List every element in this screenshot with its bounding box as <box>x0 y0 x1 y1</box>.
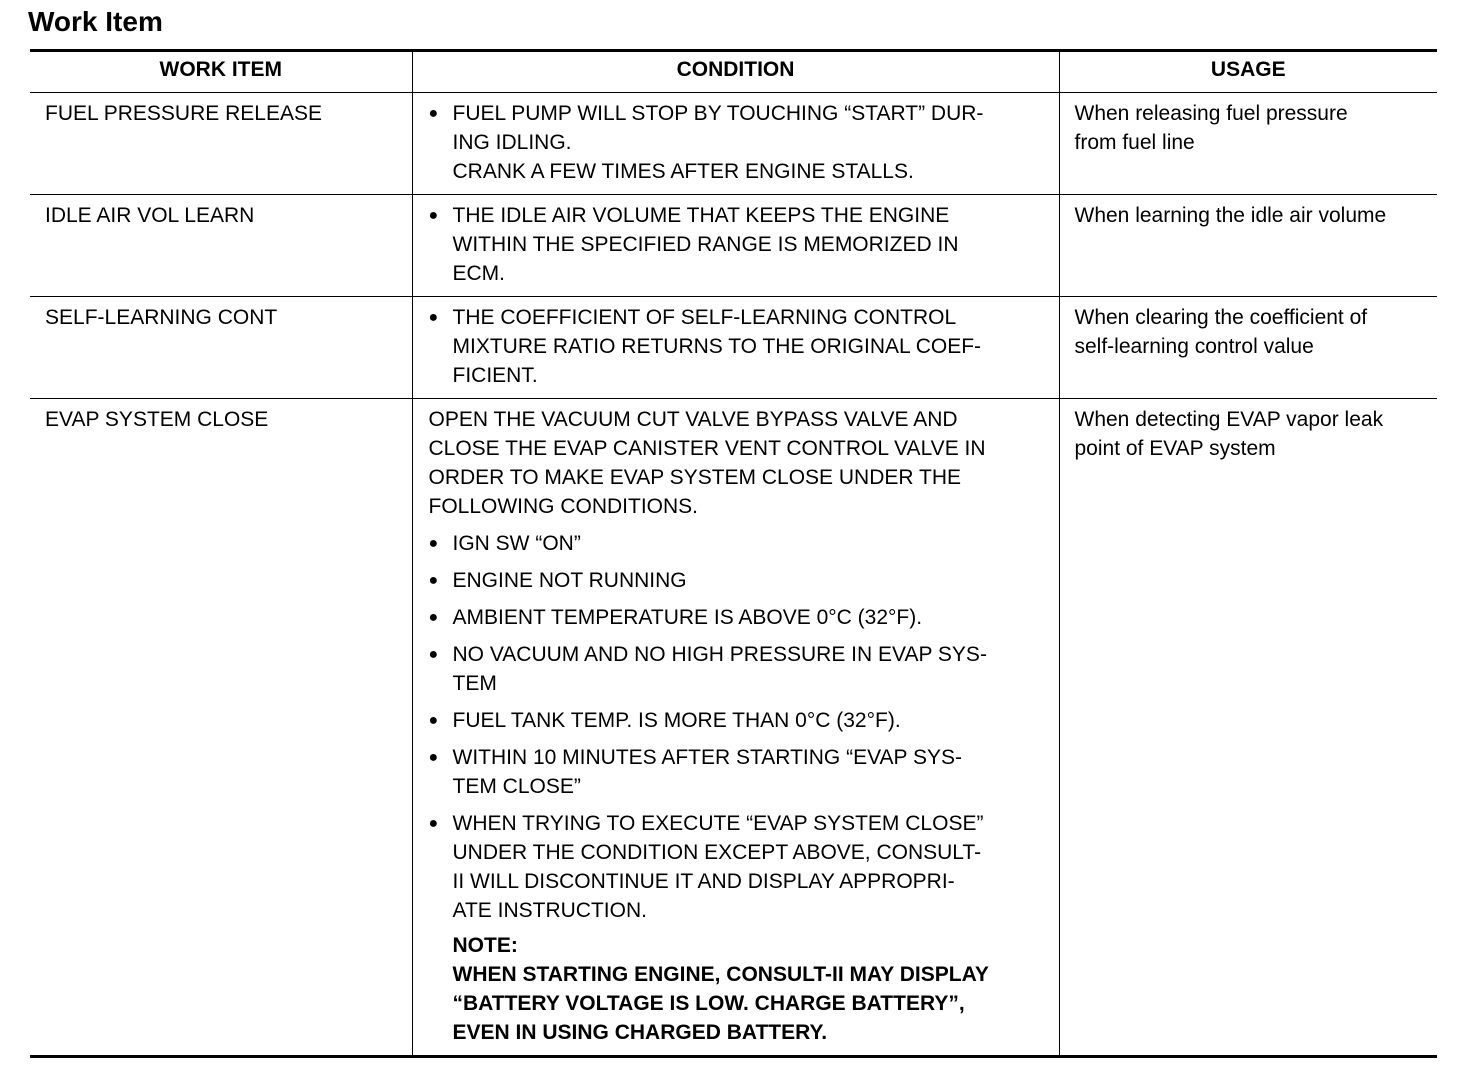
condition-bullet <box>429 529 1049 558</box>
bullet-icon: ● <box>428 309 439 326</box>
header-work-item: WORK ITEM <box>30 51 412 93</box>
condition-bullet <box>429 566 1049 595</box>
condition-bullet <box>429 99 1049 186</box>
condition-bullet <box>429 303 1049 390</box>
bullet-icon: ● <box>428 815 439 832</box>
condition-bullet <box>429 706 1049 735</box>
condition-bullet <box>429 640 1049 698</box>
bullet-icon: ● <box>428 535 439 552</box>
bullet-icon: ● <box>428 207 439 224</box>
work-item-cell: IDLE AIR VOL LEARN <box>30 195 412 297</box>
condition-intro: OPEN THE VACUUM CUT VALVE BYPASS VALVE AND CLOSE THE EVAP CANISTER VENT CONTROL VALVE IN ORDER TO MAKE EVAP SYSTEM CLOSE UNDER THE FOLLOWING CONDITIONS. <box>428 408 986 518</box>
bullet-text: WITHIN 10 MINUTES AFTER STARTING “EVAP SYS- TEM CLOSE” <box>452 746 963 798</box>
table-row <box>30 195 1437 297</box>
condition-bullet <box>429 201 1049 288</box>
condition-bullet <box>429 809 1049 925</box>
bullet-icon: ● <box>428 105 439 122</box>
usage-cell <box>1059 297 1437 399</box>
bullet-text: AMBIENT TEMPERATURE IS ABOVE 0°C (32°F). <box>452 606 923 629</box>
condition-bullet <box>429 743 1049 801</box>
condition-cell <box>412 93 1059 195</box>
usage-cell <box>1059 195 1437 297</box>
usage-text: When releasing fuel pressure from fuel line <box>1074 102 1348 154</box>
bullet-text: IGN SW “ON” <box>452 532 581 555</box>
bullet-text: ENGINE NOT RUNNING <box>452 569 687 592</box>
work-item-cell: FUEL PRESSURE RELEASE <box>30 93 412 195</box>
usage-cell <box>1059 93 1437 195</box>
bullet-icon: ● <box>428 572 439 589</box>
bullet-icon: ● <box>428 609 439 626</box>
note-block: NOTE: WHEN STARTING ENGINE, CONSULT-II MAY DISPLAY “BATTERY VOLTAGE IS LOW. CHARGE BATTERY”, EVEN IN USING CHARGED BATTERY. <box>452 934 989 1044</box>
work-item-cell: SELF-LEARNING CONT <box>30 297 412 399</box>
table-row <box>30 399 1437 1057</box>
usage-text: When clearing the coefficient of self-learning control value <box>1074 306 1368 358</box>
condition-cell <box>412 195 1059 297</box>
table-row <box>30 297 1437 399</box>
condition-cell <box>412 297 1059 399</box>
bullet-icon: ● <box>428 646 439 663</box>
bullet-text: FUEL PUMP WILL STOP BY TOUCHING “START” DUR- ING IDLING. CRANK A FEW TIMES AFTER ENGINE STALLS. <box>452 102 984 183</box>
work-item-cell: EVAP SYSTEM CLOSE <box>45 408 269 431</box>
section-title: Work Item <box>28 6 163 37</box>
bullet-text: THE COEFFICIENT OF SELF-LEARNING CONTROL MIXTURE RATIO RETURNS TO THE ORIGINAL COEF- FICIENT. <box>452 306 982 387</box>
table-header-row <box>30 51 1437 93</box>
usage-cell <box>1059 399 1437 1057</box>
condition-bullet <box>429 603 1049 632</box>
bullet-icon: ● <box>428 712 439 729</box>
header-usage: USAGE <box>1059 51 1437 93</box>
bullet-text: NO VACUUM AND NO HIGH PRESSURE IN EVAP SYS- TEM <box>452 643 987 695</box>
header-condition: CONDITION <box>412 51 1059 93</box>
bullet-text: FUEL TANK TEMP. IS MORE THAN 0°C (32°F). <box>452 709 901 732</box>
usage-text: When learning the idle air volume <box>1074 204 1387 227</box>
condition-cell <box>412 399 1059 1057</box>
bullet-icon: ● <box>428 749 439 766</box>
table-row <box>30 93 1437 195</box>
bullet-text: THE IDLE AIR VOLUME THAT KEEPS THE ENGINE WITHIN THE SPECIFIED RANGE IS MEMORIZED IN ECM. <box>452 204 959 285</box>
work-item-table <box>30 49 1437 1058</box>
usage-text: When detecting EVAP vapor leak point of EVAP system <box>1074 408 1384 460</box>
bullet-text: WHEN TRYING TO EXECUTE “EVAP SYSTEM CLOSE” UNDER THE CONDITION EXCEPT ABOVE, CONSULT- II WILL DISCONTINUE IT AND DISPLAY APPROPRI- ATE INSTRUCTION. <box>452 812 984 922</box>
